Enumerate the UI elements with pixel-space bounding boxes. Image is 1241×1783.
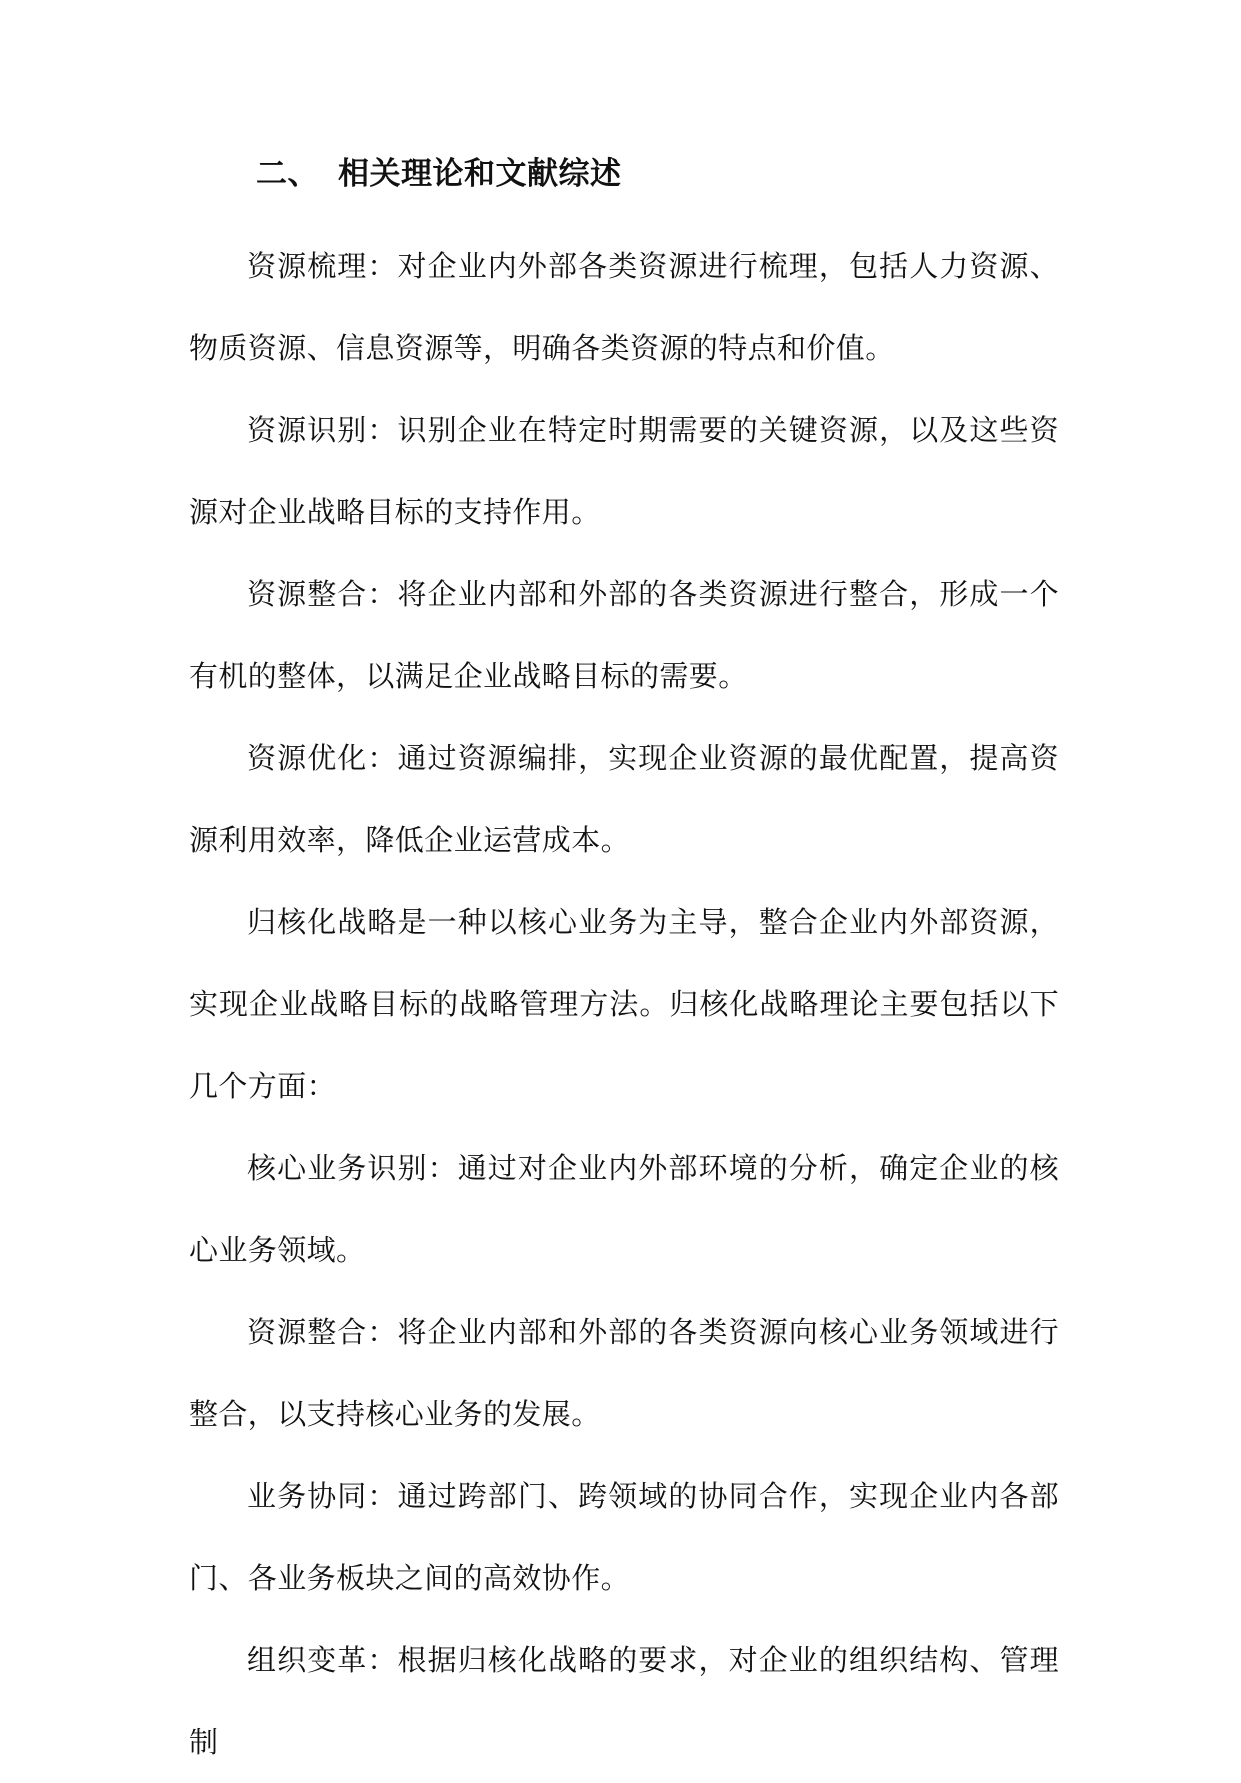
paragraph-core-strategy-intro: 归核化战略是一种以核心业务为主导，整合企业内外部资源，实现企业战略目标的战略管理方法。归核化战略理论主要包括以下几个方面： bbox=[189, 905, 1059, 1103]
paragraph-resource-optimization: 资源优化：通过资源编排，实现企业资源的最优配置，提高资源利用效率，降低企业运营成本。 bbox=[189, 741, 1059, 857]
section-number: 二、 bbox=[256, 156, 319, 192]
paragraph-resource-sorting: 资源梳理：对企业内外部各类资源进行梳理，包括人力资源、物质资源、信息资源等，明确各类资源的特点和价值。 bbox=[189, 249, 1059, 365]
paragraph-core-business-identification: 核心业务识别：通过对企业内外部环境的分析，确定企业的核心业务领域。 bbox=[189, 1151, 1059, 1267]
body-text bbox=[189, 225, 1059, 1783]
paragraph-resource-identification: 资源识别：识别企业在特定时期需要的关键资源，以及这些资源对企业战略目标的支持作用。 bbox=[189, 413, 1059, 529]
section-title: 相关理论和文献综述 bbox=[338, 156, 622, 192]
section-heading bbox=[256, 148, 622, 200]
paragraph-resource-integration: 资源整合：将企业内部和外部的各类资源进行整合，形成一个有机的整体，以满足企业战略目标的需要。 bbox=[189, 577, 1059, 693]
paragraph-organizational-change: 组织变革：根据归核化战略的要求，对企业的组织结构、管理制 bbox=[189, 1643, 1059, 1759]
paragraph-core-resource-integration: 资源整合：将企业内部和外部的各类资源向核心业务领域进行整合，以支持核心业务的发展。 bbox=[189, 1315, 1059, 1431]
paragraph-business-synergy: 业务协同：通过跨部门、跨领域的协同合作，实现企业内各部门、各业务板块之间的高效协作。 bbox=[189, 1479, 1059, 1595]
